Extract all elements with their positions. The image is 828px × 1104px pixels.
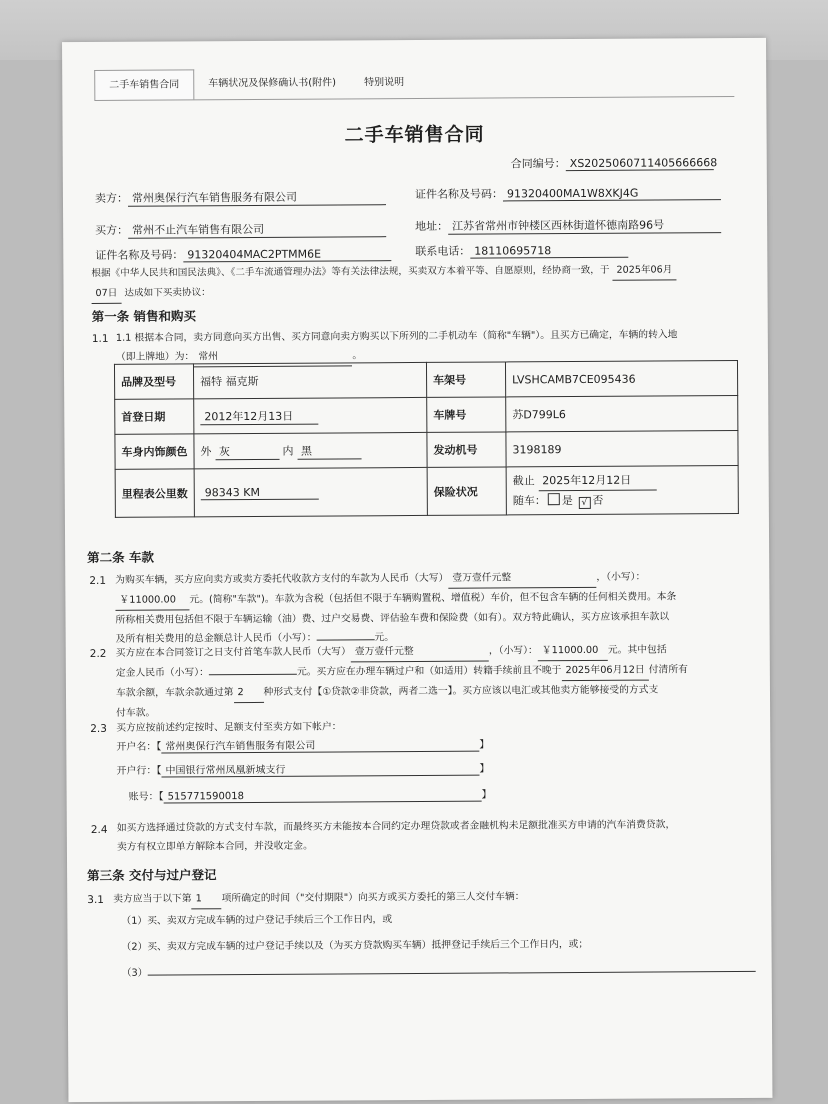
seller-id-label: 证件名称及号码： [414,187,503,201]
table-row [115,396,738,435]
delivery-option-1: （1）买、卖双方完成车辆的过户登记手续后三个工作日内，或 [121,914,393,927]
color-label: 车身内饰颜色 [115,434,194,469]
price-amount: ￥11000.00 [115,590,189,610]
account-bank-row [116,760,489,778]
bracket-close: 】 [479,763,490,775]
payment-method-choice: 2 [233,683,263,703]
preamble-end: 达成如下买卖协议： [124,287,211,299]
exterior-label: 外 [200,444,212,458]
price-uppercase: 壹万壹仟元整 [448,568,596,589]
reg-date-value: 2012年12月13日 [200,407,318,425]
engine-label: 发动机号 [427,432,506,467]
buyer-id-row [95,245,391,263]
buyer-value: 常州不止汽车销售有限公司 [128,220,386,239]
clause-1-1-text-b: （即上牌地）为： [115,351,195,363]
mileage-label: 里程表公里数 [115,469,194,517]
clause-2-2-text-g: 车款余额，车款余款通过第 [115,687,234,699]
brand-value: 福特 福克斯 [193,362,426,398]
clause-1-1-text: 1.1 根据本合同，卖方同意向买方出售、买方同意向卖方购买以下所列的二手机动车（简称"车辆"）。且买方已确定，车辆的转入地 [115,329,678,344]
no-label: 否 [592,493,604,507]
contract-number-value: XS2025060711405666668 [566,156,714,171]
plate-value: 苏D799L6 [506,396,738,432]
no-checkbox-checked[interactable]: √ [578,497,590,509]
brand-label: 品牌及型号 [114,364,193,399]
account-bank-label: 开户行：【 [116,765,162,777]
preamble-date-day: 07日 [91,284,121,304]
buyer-address-value: 江苏省常州市钟楼区西林街道怀德南路96号 [448,216,721,235]
bracket-close: 】 [479,739,490,751]
buyer-label: 买方： [95,223,129,237]
account-bank-value: 中国银行常州凤凰新城支行 [161,760,479,778]
clause-3-1-text: 卖方应当于以下第 [113,893,192,905]
clause-2-1-text-f: 元。 [374,632,395,644]
section-1-title: 第一条 销售和购买 [91,308,197,324]
delivery-option-3-label: （3） [121,967,148,979]
tab-special-notes[interactable]: 特别说明 [364,77,405,89]
seller-label: 卖方： [94,191,129,205]
buyer-id-value: 91320404MAC2PTMM6E [183,247,391,262]
table-row [115,431,738,470]
contract-paper [62,38,772,1102]
account-name-label: 开户名：【 [116,741,162,753]
buyer-id-label: 证件名称及号码： [95,248,184,262]
contract-number-label: 合同编号： [510,157,566,171]
mileage-value: 98343 KM [201,485,319,500]
delivery-option-3 [122,960,756,983]
vehicle-table [114,360,739,518]
bracket-close: 】 [481,789,492,801]
first-payment-uppercase: 壹万壹仟元整 [351,642,489,663]
seller-id-value: 91320400MA1W8XKJ4G [503,186,721,201]
clause-3-1-number: 3.1 [87,893,104,907]
clause-2-2 [116,640,689,722]
preamble-date-month: 2025年06月 [612,260,676,280]
clause-2-1-text-c: 元。(简称"车款")。车款为含税（包括但不限于车辆购置税、增值税）车价，但不包含车辆的任何相关费用。本条 [189,591,677,606]
insurance-label: 保险状况 [427,467,506,515]
balance-due-date: 2025年06月12日 [561,661,648,682]
vin-value: LVSHCAMB7CE095436 [505,361,737,397]
section-2-title: 第二条 车款 [87,549,155,566]
buyer-phone-label: 联系电话： [415,244,471,258]
clause-1-1-number: 1.1 [91,332,109,345]
buyer-row [95,220,386,239]
clause-2-2-number: 2.2 [89,647,107,660]
clause-2-3-text: 买方应按前述约定按时、足额支付至卖方如下帐户： [116,721,342,734]
clause-2-3-number: 2.3 [90,722,107,735]
clause-2-2-text: 买方应在本合同签订之日支付首笔车款人民币（大写） [115,646,351,659]
clause-1-1-end: 。 [352,350,363,362]
buyer-address-label: 地址： [415,219,449,233]
clause-2-2-text-h: 种形式支付【①贷款②非贷款，两者二选一】。买方应该以电汇或其他卖方能够接受的方式支 [263,684,659,698]
document-tabs [94,68,418,100]
clause-2-2-text-d: 定金人民币（小写）： [115,667,209,679]
reg-date-cell [194,397,427,433]
account-number-value: 515771590018 [164,790,482,804]
interior-label: 内 [282,444,294,458]
account-number-row [129,786,492,804]
account-number-label: 账号：【 [128,791,164,803]
table-row [115,466,738,518]
insurance-until-value: 2025年12月12日 [538,471,656,492]
seller-id-row [415,184,721,202]
clause-2-4-text-b: 卖方有权立即单方解除本合同，并没收定金。 [116,840,313,853]
clause-2-4 [117,815,676,856]
first-payment-amount: ￥11000.00 [538,641,608,661]
insurance-with-car-label: 随车： [512,494,546,508]
tab-vehicle-condition[interactable]: 车辆状况及保修确认书(附件) [208,77,337,90]
exterior-color: 灰 [215,442,279,459]
clause-2-1-text-d: 所称相关费用包括但不限于车辆运输（油）费、过户交易费、评估验车费和保险费（如有）。双方特此确认，买方应该承担车款以 [115,611,670,626]
section-3-title: 第三条 交付与过户登记 [87,867,217,884]
account-name-value: 常州奥保行汽车销售服务有限公司 [161,736,479,754]
insurance-until-label: 截止 [512,474,535,488]
engine-value: 3198189 [506,431,738,467]
clause-2-4-text: 如买方选择通过贷款的方式支付车款，而最终买方未能按本合同约定办理贷款或者金融机构未足额批准买方申请的汽车消费贷款， [116,819,676,834]
delivery-option-3-blank [148,971,756,976]
total-amount-blank [317,639,375,640]
clause-2-1 [115,567,676,648]
clause-2-2-text-b: ，（小写）： [488,645,538,657]
clause-2-4-number: 2.4 [90,823,108,836]
deposit-blank [209,674,297,676]
clause-2-1-text-e: 及所有相关费用的总金额总计人民币（小写）： [115,632,317,645]
color-cell [194,432,427,468]
clause-2-1-text-b: ，（小写）： [596,571,646,583]
clause-3-1 [113,887,524,910]
vin-label: 车架号 [426,362,505,397]
registration-city: 常州 [194,346,352,367]
clause-2-2-text-i: 付车款。 [116,707,156,719]
buyer-phone-row [415,242,628,259]
buyer-phone-value: 18110695718 [470,244,628,259]
clause-2-2-text-e: 元。买方应在办理车辆过户和（如适用）转籍手续前且不晚于 [296,665,562,678]
mileage-cell [194,467,427,516]
account-name-row [116,736,489,754]
yes-checkbox[interactable] [548,493,560,505]
clause-2-2-text-c: 元。其中包括 [607,644,667,656]
insurance-cell [506,466,738,515]
delivery-option-2: （2）买、卖双方完成车辆的过户登记手续以及（为买方贷款购买车辆）抵押登记手续后三个工作日内，或； [121,938,589,953]
seller-value: 常州奥保行汽车销售服务有限公司 [128,188,386,207]
reg-date-label: 首登日期 [115,399,194,434]
preamble-text: 根据《中华人民共和国民法典》、《二手车流通管理办法》等有关法律法规，买卖双方本着平等、自愿原则，经协商一致，于 [91,264,610,279]
interior-color: 黑 [297,442,361,459]
clause-3-1-text-b: 项所确定的时间（"交付期限"）向买方或买方委托的第三人交付车辆： [221,891,525,905]
tab-contract[interactable]: 二手车销售合同 [94,69,194,100]
buyer-address-row [415,216,721,235]
contract-number [510,154,718,171]
yes-label: 是 [561,494,573,508]
seller-row [95,188,386,207]
clause-2-1-number: 2.1 [89,574,107,587]
clause-2-1-text: 为购买车辆，买方应向卖方或卖方委托代收款方支付的车款为人民币（大写） [115,572,449,586]
delivery-option-choice: 1 [192,889,222,909]
clause-2-2-text-f: 付清所有 [648,664,688,676]
table-row [114,361,737,400]
plate-label: 车牌号 [427,397,506,432]
page-title: 二手车销售合同 [344,123,485,147]
preamble [91,260,741,304]
